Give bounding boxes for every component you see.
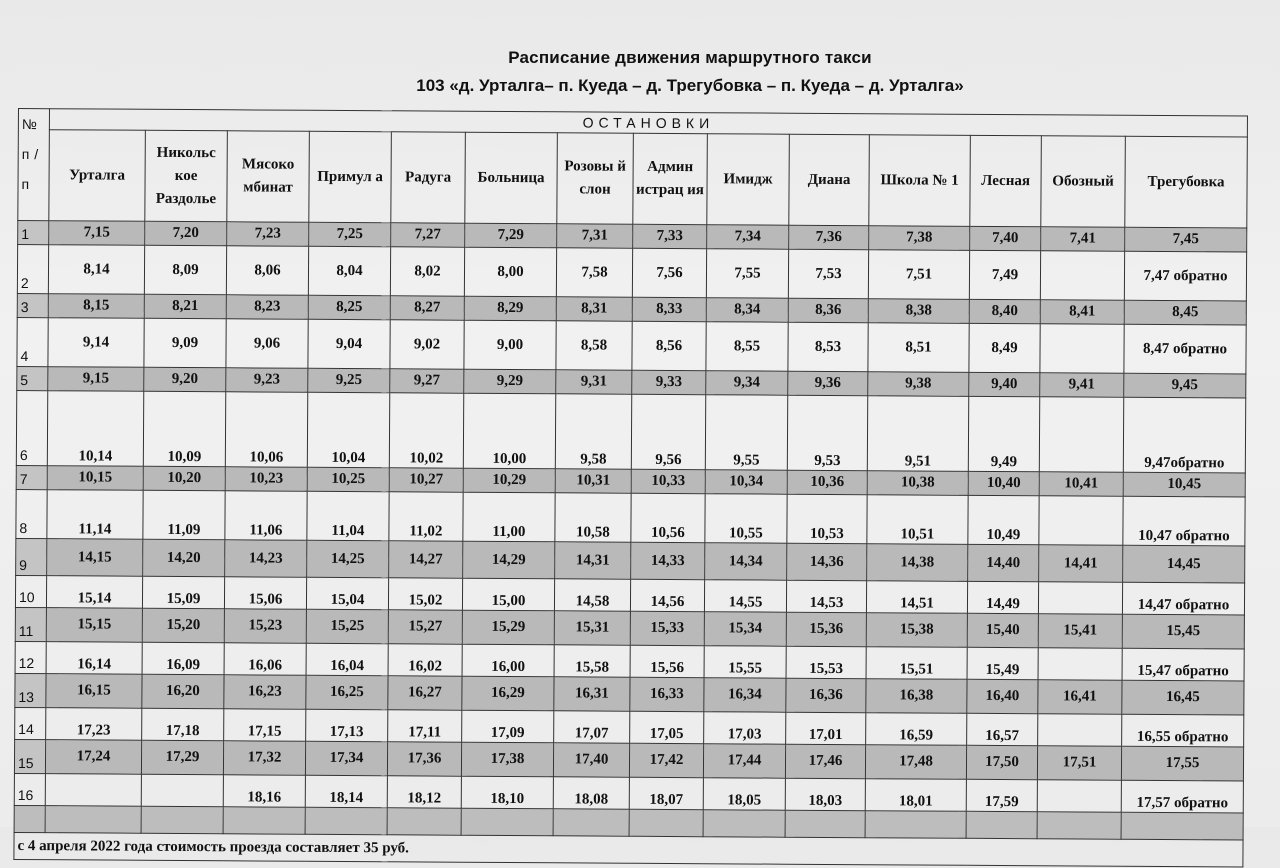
time-cell: 17,11 bbox=[388, 710, 462, 742]
time-cell: 8,21 bbox=[144, 294, 226, 319]
row-number: 15 bbox=[14, 739, 45, 773]
time-cell: 17,29 bbox=[141, 740, 223, 775]
time-cell: 16,31 bbox=[554, 677, 630, 711]
time-cell: 9,36 bbox=[788, 371, 868, 395]
row-number: 6 bbox=[16, 390, 47, 465]
time-cell: 15,27 bbox=[388, 610, 462, 644]
time-cell: 14,45 bbox=[1123, 545, 1245, 583]
time-cell: 11,04 bbox=[307, 491, 389, 541]
time-cell: 7,55 bbox=[706, 249, 788, 298]
time-cell: 17,44 bbox=[703, 744, 785, 779]
time-cell: 14,15 bbox=[47, 539, 143, 577]
time-cell: 9,09 bbox=[144, 318, 226, 368]
time-cell: 8,27 bbox=[390, 296, 464, 320]
time-cell: 11,02 bbox=[389, 492, 463, 541]
time-cell: 10,53 bbox=[787, 494, 867, 543]
time-cell: 10,47 обратно bbox=[1123, 496, 1245, 546]
time-cell: 7,53 bbox=[788, 249, 868, 298]
time-cell: 7,15 bbox=[49, 221, 145, 246]
time-cell: 10,36 bbox=[787, 470, 867, 494]
time-cell: 10,51 bbox=[867, 495, 968, 545]
time-cell: 9,47обратно bbox=[1123, 397, 1245, 473]
time-cell: 16,36 bbox=[786, 678, 866, 712]
column-header-4: Примул а bbox=[309, 131, 392, 222]
time-cell: 15,04 bbox=[306, 577, 388, 610]
time-cell: 9,00 bbox=[464, 320, 556, 370]
time-cell: 17,36 bbox=[387, 742, 461, 776]
time-cell: 9,56 bbox=[631, 394, 705, 469]
column-header-13: Обозный bbox=[1041, 136, 1126, 228]
row-number: 1 bbox=[18, 221, 49, 245]
time-cell: 7,56 bbox=[632, 248, 706, 297]
time-cell: 10,38 bbox=[867, 471, 968, 496]
time-cell: 7,20 bbox=[145, 221, 227, 246]
time-cell: 17,18 bbox=[142, 708, 224, 741]
time-cell: 7,34 bbox=[707, 225, 789, 250]
time-cell: 17,40 bbox=[553, 743, 629, 777]
time-cell: 14,25 bbox=[307, 540, 389, 578]
empty-cell bbox=[1121, 812, 1243, 840]
column-header-row bbox=[18, 130, 1248, 229]
time-cell: 15,53 bbox=[786, 646, 866, 678]
time-cell: 8,58 bbox=[556, 321, 632, 370]
time-cell: 8,53 bbox=[788, 322, 868, 371]
time-cell: 9,23 bbox=[226, 368, 308, 393]
table-row bbox=[16, 489, 1245, 546]
time-cell: 15,31 bbox=[554, 611, 630, 645]
time-cell: 14,31 bbox=[555, 542, 631, 579]
time-cell: 15,40 bbox=[967, 613, 1038, 647]
time-cell: 7,38 bbox=[869, 226, 970, 251]
row-number: 4 bbox=[17, 317, 48, 366]
time-cell: 9,53 bbox=[787, 395, 867, 470]
time-cell: 10,29 bbox=[463, 468, 555, 493]
time-cell: 10,27 bbox=[389, 468, 463, 492]
time-cell: 14,58 bbox=[554, 579, 630, 611]
time-cell: 17,34 bbox=[305, 741, 387, 776]
time-cell bbox=[1037, 780, 1121, 813]
time-cell: 18,01 bbox=[865, 779, 966, 812]
time-cell: 8,36 bbox=[788, 298, 868, 322]
time-cell: 10,00 bbox=[463, 393, 555, 469]
time-cell: 14,27 bbox=[389, 541, 463, 578]
empty-cell bbox=[45, 806, 141, 834]
time-cell: 10,31 bbox=[555, 469, 631, 493]
time-cell: 16,45 bbox=[1122, 680, 1244, 715]
time-cell: 17,51 bbox=[1037, 746, 1121, 781]
time-cell: 15,34 bbox=[704, 612, 786, 647]
time-cell: 15,23 bbox=[224, 609, 306, 644]
time-cell: 15,58 bbox=[554, 645, 630, 677]
time-cell: 7,41 bbox=[1041, 227, 1125, 252]
time-cell: 15,25 bbox=[306, 609, 388, 644]
empty-cell bbox=[703, 810, 785, 838]
time-cell: 14,41 bbox=[1039, 545, 1123, 583]
document-title: Расписание движения маршрутного такси bbox=[508, 48, 872, 67]
time-cell: 16,14 bbox=[46, 642, 142, 675]
time-cell: 7,31 bbox=[557, 224, 633, 248]
time-cell: 8,56 bbox=[632, 321, 706, 370]
time-cell: 16,29 bbox=[462, 676, 554, 711]
time-cell: 10,23 bbox=[225, 467, 307, 492]
time-cell: 7,40 bbox=[970, 226, 1041, 250]
time-cell: 17,15 bbox=[224, 709, 306, 742]
column-header-1: Урталга bbox=[49, 130, 146, 222]
time-cell: 15,49 bbox=[967, 647, 1038, 679]
time-cell: 9,20 bbox=[144, 367, 226, 392]
num-header-line2: п/ bbox=[21, 146, 44, 163]
time-cell: 15,20 bbox=[142, 608, 224, 643]
time-cell: 10,49 bbox=[968, 495, 1039, 544]
time-cell: 10,20 bbox=[143, 466, 225, 491]
time-cell: 14,40 bbox=[968, 544, 1039, 581]
table-row bbox=[17, 245, 1246, 302]
time-cell: 8,34 bbox=[706, 298, 788, 323]
time-cell: 8,15 bbox=[48, 294, 144, 319]
time-cell: 10,06 bbox=[225, 392, 307, 467]
row-number: 13 bbox=[15, 673, 46, 707]
time-cell: 17,32 bbox=[223, 741, 305, 776]
empty-cell bbox=[865, 811, 966, 839]
time-cell: 9,25 bbox=[308, 368, 390, 393]
time-cell: 16,40 bbox=[967, 679, 1038, 713]
time-cell: 16,23 bbox=[224, 675, 306, 710]
time-cell: 10,02 bbox=[389, 393, 463, 468]
time-cell: 17,46 bbox=[785, 744, 865, 778]
time-cell: 7,23 bbox=[227, 222, 309, 247]
time-cell: 15,14 bbox=[46, 576, 142, 609]
time-cell bbox=[141, 774, 223, 807]
row-number: 2 bbox=[17, 245, 48, 294]
time-cell: 18,10 bbox=[461, 776, 553, 809]
empty-cell bbox=[553, 809, 629, 836]
time-cell: 14,20 bbox=[143, 539, 225, 577]
time-cell: 16,41 bbox=[1038, 680, 1122, 715]
schedule-sheet bbox=[13, 108, 1248, 867]
time-cell: 7,36 bbox=[789, 225, 869, 249]
row-number: 10 bbox=[15, 575, 46, 607]
time-cell: 16,02 bbox=[388, 644, 462, 676]
time-cell: 7,49 bbox=[969, 250, 1040, 299]
time-cell: 10,58 bbox=[555, 493, 631, 542]
time-cell: 7,51 bbox=[868, 250, 969, 300]
time-cell: 10,45 bbox=[1123, 472, 1245, 497]
time-cell: 11,09 bbox=[143, 490, 225, 540]
time-cell: 15,29 bbox=[462, 610, 554, 645]
time-cell: 8,51 bbox=[868, 323, 969, 373]
time-cell: 7,33 bbox=[633, 224, 707, 248]
time-cell: 15,51 bbox=[866, 647, 967, 680]
time-cell: 15,38 bbox=[866, 613, 967, 648]
time-cell: 16,57 bbox=[967, 713, 1038, 745]
time-cell: 14,33 bbox=[631, 542, 705, 579]
time-cell: 7,25 bbox=[309, 222, 391, 247]
time-cell: 8,55 bbox=[706, 322, 788, 372]
time-cell: 11,14 bbox=[47, 490, 143, 540]
time-cell: 8,02 bbox=[390, 247, 464, 296]
time-cell: 15,09 bbox=[142, 576, 224, 609]
time-cell: 9,49 bbox=[968, 396, 1039, 471]
time-cell: 8,25 bbox=[308, 295, 390, 320]
column-header-11: Школа № 1 bbox=[869, 135, 971, 227]
num-header-line1: № bbox=[21, 116, 42, 133]
time-cell bbox=[1038, 714, 1122, 747]
empty-cell bbox=[1037, 812, 1121, 840]
time-cell: 17,55 bbox=[1121, 746, 1243, 781]
time-cell: 14,53 bbox=[786, 580, 866, 612]
time-cell: 16,06 bbox=[224, 643, 306, 676]
time-cell: 17,03 bbox=[704, 712, 786, 745]
time-cell: 14,29 bbox=[463, 541, 555, 579]
time-cell: 17,48 bbox=[865, 745, 966, 780]
empty-cell bbox=[223, 807, 305, 835]
time-cell: 7,47 обратно bbox=[1124, 251, 1246, 301]
time-cell: 7,27 bbox=[391, 223, 465, 247]
time-cell: 9,04 bbox=[308, 319, 390, 368]
column-header-12: Лесная bbox=[970, 135, 1042, 226]
empty-cell bbox=[387, 808, 461, 835]
column-header-14: Трегубовка bbox=[1125, 136, 1248, 228]
empty-cell bbox=[141, 806, 223, 834]
time-cell bbox=[1038, 648, 1122, 681]
time-cell: 17,01 bbox=[786, 712, 866, 744]
time-cell: 15,56 bbox=[630, 645, 704, 677]
time-cell: 9,45 bbox=[1124, 373, 1246, 398]
time-cell bbox=[1040, 251, 1124, 301]
time-cell: 9,14 bbox=[48, 318, 144, 368]
time-cell: 9,29 bbox=[464, 369, 556, 394]
time-cell: 10,14 bbox=[47, 391, 143, 467]
time-cell: 15,06 bbox=[224, 577, 306, 610]
time-cell: 10,56 bbox=[631, 493, 705, 542]
time-cell: 15,55 bbox=[704, 646, 786, 679]
row-number-header bbox=[18, 109, 50, 221]
time-cell: 7,58 bbox=[556, 248, 632, 297]
time-cell: 16,15 bbox=[46, 674, 142, 709]
time-cell: 18,08 bbox=[553, 777, 629, 809]
time-cell: 9,38 bbox=[868, 372, 969, 397]
column-header-8: Админ истрац ия bbox=[633, 133, 708, 224]
time-cell: 9,41 bbox=[1040, 373, 1124, 398]
schedule-table bbox=[13, 108, 1248, 867]
time-cell: 18,16 bbox=[223, 775, 305, 808]
time-cell: 8,29 bbox=[464, 296, 556, 321]
time-cell: 18,05 bbox=[703, 778, 785, 811]
time-cell: 15,15 bbox=[46, 608, 142, 643]
time-cell: 14,51 bbox=[866, 581, 967, 614]
time-cell bbox=[45, 774, 141, 807]
time-cell bbox=[1039, 496, 1123, 546]
route-subtitle: 103 «д. Урталга– п. Куеда – д. Трегубовка – п. Куеда – д. Урталга» bbox=[416, 76, 964, 95]
time-cell: 17,05 bbox=[630, 711, 704, 743]
time-cell: 10,55 bbox=[705, 494, 787, 544]
empty-cell bbox=[461, 808, 553, 836]
time-cell: 16,34 bbox=[704, 678, 786, 713]
time-cell: 8,09 bbox=[144, 245, 226, 295]
column-header-5: Радуга bbox=[391, 132, 466, 223]
time-cell: 8,40 bbox=[969, 299, 1040, 323]
time-cell: 17,50 bbox=[966, 745, 1037, 779]
time-cell: 18,12 bbox=[387, 776, 461, 808]
row-number: 8 bbox=[16, 489, 47, 538]
empty-cell bbox=[966, 811, 1037, 838]
time-cell bbox=[1040, 324, 1124, 374]
fare-note: с 4 апреля 2022 года стоимость проезда составляет 35 руб. bbox=[14, 832, 1243, 867]
row-number: 7 bbox=[16, 465, 47, 489]
time-cell: 15,00 bbox=[462, 578, 554, 611]
time-cell: 17,23 bbox=[46, 708, 142, 741]
time-cell: 10,40 bbox=[968, 471, 1039, 495]
time-cell: 17,38 bbox=[461, 742, 553, 777]
time-cell: 8,06 bbox=[226, 246, 308, 295]
time-cell: 7,29 bbox=[465, 223, 557, 248]
time-cell: 16,09 bbox=[142, 642, 224, 675]
column-header-7: Розовы й слон bbox=[557, 133, 634, 224]
time-cell: 10,04 bbox=[307, 392, 389, 467]
time-cell: 8,49 bbox=[969, 323, 1040, 372]
stops-label: ОСТАНОВКИ bbox=[49, 109, 1247, 137]
time-cell: 17,07 bbox=[554, 711, 630, 743]
time-cell: 8,14 bbox=[48, 245, 144, 295]
time-cell: 8,45 bbox=[1124, 300, 1246, 325]
time-cell: 17,13 bbox=[306, 709, 388, 742]
time-cell: 16,27 bbox=[388, 676, 462, 710]
time-cell: 15,47 обратно bbox=[1122, 648, 1244, 681]
row-number: 16 bbox=[14, 773, 45, 805]
num-header-line3: п bbox=[21, 176, 35, 193]
time-cell: 8,31 bbox=[556, 297, 632, 321]
time-cell: 10,41 bbox=[1039, 472, 1123, 497]
time-cell: 17,57 обратно bbox=[1121, 780, 1243, 813]
time-cell: 10,15 bbox=[47, 466, 143, 491]
time-cell: 16,00 bbox=[462, 644, 554, 677]
column-header-6: Больница bbox=[465, 132, 558, 224]
row-number: 3 bbox=[17, 293, 48, 317]
time-cell: 9,15 bbox=[48, 367, 144, 392]
time-cell: 18,14 bbox=[305, 775, 387, 808]
time-cell: 9,02 bbox=[390, 320, 464, 369]
empty-cell bbox=[305, 807, 387, 835]
time-cell: 16,55 обратно bbox=[1122, 714, 1244, 747]
time-cell: 9,51 bbox=[867, 396, 968, 472]
row-number: 11 bbox=[15, 607, 46, 641]
column-header-3: Мясоко мбинат bbox=[227, 131, 310, 222]
time-cell: 14,55 bbox=[704, 580, 786, 613]
row-number: 9 bbox=[16, 538, 47, 575]
time-cell: 16,38 bbox=[866, 679, 967, 714]
row-number: 14 bbox=[15, 707, 46, 739]
column-header-9: Имидж bbox=[707, 134, 790, 225]
time-cell: 9,31 bbox=[556, 370, 632, 394]
time-cell: 14,23 bbox=[225, 540, 307, 578]
time-cell: 14,36 bbox=[787, 543, 867, 580]
time-cell: 14,49 bbox=[967, 581, 1038, 613]
time-cell: 8,33 bbox=[632, 297, 706, 321]
row-number: 12 bbox=[15, 641, 46, 673]
time-cell: 16,04 bbox=[306, 643, 388, 676]
time-cell: 8,38 bbox=[868, 299, 969, 324]
time-cell: 17,09 bbox=[462, 710, 554, 743]
time-cell: 14,47 обратно bbox=[1122, 582, 1244, 615]
time-cell: 10,33 bbox=[631, 469, 705, 493]
time-cell: 9,06 bbox=[226, 319, 308, 369]
time-cell: 18,03 bbox=[785, 778, 865, 810]
time-cell: 11,00 bbox=[463, 492, 555, 542]
time-cell: 16,59 bbox=[866, 713, 967, 746]
time-cell: 8,41 bbox=[1040, 300, 1124, 325]
time-cell: 10,25 bbox=[307, 467, 389, 492]
time-cell: 10,34 bbox=[705, 470, 787, 495]
empty-cell bbox=[14, 805, 45, 832]
time-cell: 7,45 bbox=[1125, 227, 1247, 252]
time-cell: 9,33 bbox=[632, 370, 706, 394]
empty-cell bbox=[629, 809, 703, 836]
time-cell: 16,33 bbox=[630, 677, 704, 711]
row-number: 5 bbox=[17, 366, 48, 390]
time-cell: 18,07 bbox=[629, 777, 703, 809]
time-cell: 8,04 bbox=[308, 246, 390, 296]
time-cell: 11,06 bbox=[225, 491, 307, 541]
time-cell: 9,34 bbox=[706, 371, 788, 396]
time-cell: 17,24 bbox=[45, 740, 141, 775]
time-cell: 15,02 bbox=[388, 578, 462, 610]
table-row bbox=[17, 317, 1246, 374]
time-cell: 14,38 bbox=[867, 544, 968, 582]
time-cell: 9,58 bbox=[555, 394, 631, 469]
time-cell: 10,09 bbox=[143, 391, 225, 466]
time-cell: 8,23 bbox=[226, 295, 308, 320]
empty-cell bbox=[785, 810, 865, 837]
column-header-2: Никольс кое Раздолье bbox=[145, 130, 228, 221]
time-cell: 17,42 bbox=[629, 743, 703, 777]
time-cell: 15,33 bbox=[630, 611, 704, 645]
time-cell: 15,41 bbox=[1038, 614, 1122, 649]
column-header-10: Диана bbox=[789, 134, 870, 225]
time-cell bbox=[1038, 582, 1122, 615]
time-cell bbox=[1039, 397, 1123, 473]
time-cell: 9,55 bbox=[705, 395, 787, 470]
time-cell: 8,00 bbox=[464, 247, 556, 297]
time-cell: 14,56 bbox=[630, 579, 704, 611]
table-row bbox=[16, 390, 1245, 473]
time-cell: 16,20 bbox=[142, 674, 224, 709]
time-cell: 15,36 bbox=[786, 612, 866, 646]
time-cell: 15,45 bbox=[1122, 614, 1244, 649]
time-cell: 9,27 bbox=[390, 369, 464, 393]
time-cell: 14,34 bbox=[705, 543, 787, 581]
time-cell: 17,59 bbox=[966, 779, 1037, 811]
time-cell: 9,40 bbox=[969, 372, 1040, 396]
time-cell: 16,25 bbox=[306, 675, 388, 710]
time-cell: 8,47 обратно bbox=[1124, 324, 1246, 374]
